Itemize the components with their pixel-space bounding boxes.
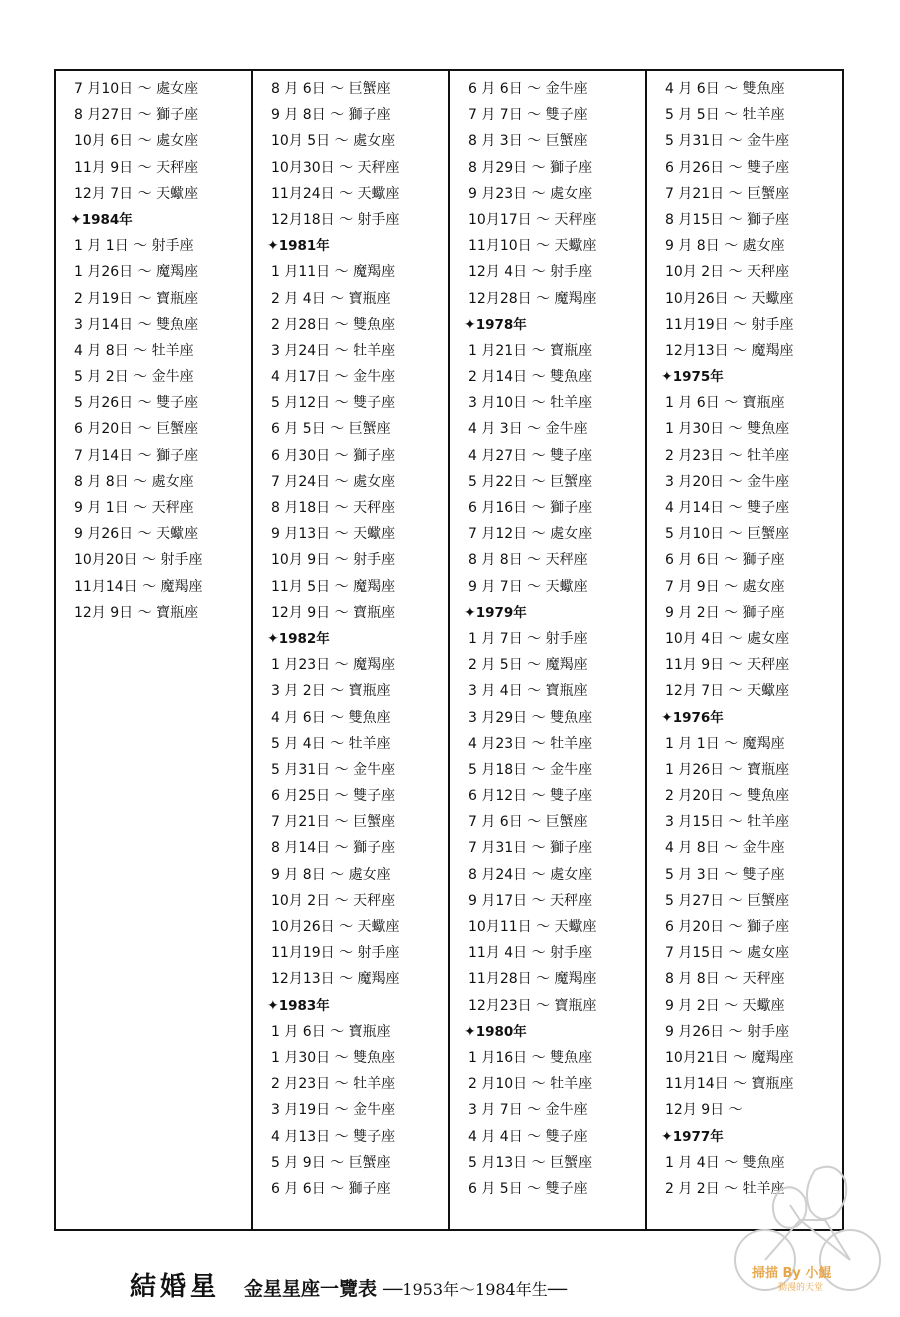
date-sign-entry: 1 月30日 ～ 雙魚座	[665, 421, 790, 438]
date-sign-entry: 5 月 9日 ～ 巨蟹座	[271, 1154, 391, 1171]
date-sign-entry: 10月30日 ～ 天秤座	[271, 159, 400, 176]
date-sign-entry: 11月24日 ～ 天蠍座	[271, 185, 400, 202]
date-sign-entry: 9 月23日 ～ 處女座	[468, 185, 593, 202]
date-sign-entry: 8 月15日 ～ 獅子座	[665, 211, 790, 228]
date-sign-entry: 11月19日 ～ 射手座	[271, 945, 400, 962]
date-sign-entry: 6 月 5日 ～ 巨蟹座	[271, 421, 391, 438]
date-sign-entry: 9 月 8日 ～ 處女座	[271, 866, 391, 883]
date-sign-entry: 6 月26日 ～ 雙子座	[665, 159, 790, 176]
date-sign-entry: 4 月 8日 ～ 牡羊座	[74, 342, 194, 359]
four-point-star-icon: ✦	[464, 604, 476, 621]
date-sign-entry: 7 月 6日 ～ 巨蟹座	[468, 814, 588, 831]
date-sign-entry: 4 月 6日 ～ 雙魚座	[271, 709, 391, 726]
page-footer	[130, 1266, 567, 1306]
date-sign-entry: 5 月18日 ～ 金牛座	[468, 761, 593, 778]
date-sign-entry: 11月 9日 ～ 天秤座	[665, 657, 790, 674]
date-sign-entry: 11月19日 ～ 射手座	[665, 316, 794, 333]
date-sign-entry: 8 月18日 ～ 天秤座	[271, 500, 396, 516]
date-sign-entry: 10月17日 ～ 天秤座	[468, 211, 597, 228]
date-sign-entry: 11月28日 ～ 魔羯座	[468, 971, 597, 988]
year-heading	[267, 233, 448, 259]
date-sign-entry: 4 月14日 ～ 雙子座	[665, 500, 790, 516]
date-sign-entry: 10月11日 ～ 天蠍座	[468, 919, 597, 935]
date-sign-entry: 5 月 3日 ～ 雙子座	[665, 866, 785, 883]
date-sign-entry: 2 月 2日 ～ 牡羊座	[665, 1180, 785, 1197]
four-point-star-icon: ✦	[661, 369, 673, 386]
four-point-star-icon: ✦	[267, 997, 279, 1014]
date-sign-entry: 8 月 8日 ～ 處女座	[74, 473, 194, 490]
date-sign-entry: 12月23日 ～ 寶瓶座	[468, 997, 597, 1014]
year-heading	[464, 312, 645, 338]
date-sign-entry: 10月 4日 ～ 處女座	[665, 630, 790, 647]
date-sign-entry: 10月 9日 ～ 射手座	[271, 552, 396, 569]
date-sign-entry: 5 月31日 ～ 金牛座	[271, 761, 396, 778]
date-sign-entry: 10月20日 ～ 射手座	[74, 552, 203, 569]
date-sign-entry: 3 月15日 ～ 牡羊座	[665, 814, 790, 831]
watermark-text: 掃描 By 小鯤	[752, 1266, 832, 1281]
watermark-subtext: 動漫的天堂	[778, 1283, 824, 1293]
footer-range: ──1953年～1984年生──	[383, 1280, 568, 1299]
date-sign-entry: 3 月 2日 ～ 寶瓶座	[271, 683, 391, 700]
date-sign-entry: 7 月21日 ～ 巨蟹座	[665, 185, 790, 202]
date-sign-entry: 5 月 4日 ～ 牡羊座	[271, 735, 391, 752]
date-sign-entry: 9 月 2日 ～ 獅子座	[665, 604, 785, 621]
date-sign-entry: 1 月 6日 ～ 寶瓶座	[271, 1023, 391, 1040]
year-label: 1980年	[475, 1023, 527, 1040]
date-sign-entry: 1 月21日 ～ 寶瓶座	[468, 342, 593, 359]
year-label: 1975年	[672, 369, 724, 386]
date-sign-entry: 10月 5日 ～ 處女座	[271, 133, 396, 150]
date-sign-entry: 6 月12日 ～ 雙子座	[468, 788, 593, 805]
date-sign-entry: 6 月25日 ～ 雙子座	[271, 788, 396, 805]
date-sign-entry: 8 月 8日 ～ 天秤座	[468, 552, 588, 569]
date-sign-entry: 4 月13日 ～ 雙子座	[271, 1128, 396, 1145]
date-sign-entry: 6 月20日 ～ 獅子座	[665, 919, 790, 935]
date-sign-entry: 2 月23日 ～ 牡羊座	[271, 1076, 396, 1093]
date-sign-entry: 3 月20日 ～ 金牛座	[665, 473, 790, 490]
venus-sign-table	[54, 69, 844, 1231]
date-sign-entry: 9 月17日 ～ 天秤座	[468, 892, 593, 909]
date-sign-entry: 3 月19日 ～ 金牛座	[271, 1102, 396, 1119]
date-sign-entry: 6 月16日 ～ 獅子座	[468, 500, 593, 516]
date-sign-entry: 1 月30日 ～ 雙魚座	[271, 1049, 396, 1066]
date-sign-entry: 3 月29日 ～ 雙魚座	[468, 709, 593, 726]
date-sign-entry: 5 月26日 ～ 雙子座	[74, 395, 199, 412]
date-sign-entry: 11月 9日 ～ 天秤座	[74, 159, 199, 176]
four-point-star-icon: ✦	[267, 630, 279, 647]
date-sign-entry: 2 月23日 ～ 牡羊座	[665, 447, 790, 464]
date-sign-entry: 1 月23日 ～ 魔羯座	[271, 657, 396, 674]
date-sign-entry: 3 月 7日 ～ 金牛座	[468, 1102, 588, 1119]
date-sign-entry: 7 月10日 ～ 處女座	[74, 81, 199, 97]
date-sign-entry: 5 月10日 ～ 巨蟹座	[665, 526, 790, 543]
date-sign-entry: 12月13日 ～ 魔羯座	[271, 971, 400, 988]
table-column	[450, 71, 647, 1229]
date-sign-entry: 7 月21日 ～ 巨蟹座	[271, 814, 396, 831]
date-sign-entry: 3 月10日 ～ 牡羊座	[468, 395, 593, 412]
four-point-star-icon: ✦	[464, 316, 476, 333]
date-sign-entry: 5 月22日 ～ 巨蟹座	[468, 473, 593, 490]
date-sign-entry: 10月26日 ～ 天蠍座	[665, 290, 794, 307]
date-sign-entry: 5 月 5日 ～ 牡羊座	[665, 107, 785, 124]
date-sign-entry: 5 月12日 ～ 雙子座	[271, 395, 396, 412]
year-heading	[267, 993, 448, 1019]
year-heading	[267, 626, 448, 652]
date-sign-entry: 8 月29日 ～ 獅子座	[468, 159, 593, 176]
four-point-star-icon: ✦	[661, 1128, 673, 1145]
date-sign-entry: 4 月 8日 ～ 金牛座	[665, 840, 785, 857]
year-label: 1978年	[475, 316, 527, 333]
date-sign-entry: 9 月 1日 ～ 天秤座	[74, 500, 194, 516]
year-label: 1976年	[672, 709, 724, 726]
date-sign-entry: 1 月 1日 ～ 魔羯座	[665, 735, 785, 752]
date-sign-entry: 11月10日 ～ 天蠍座	[468, 238, 597, 255]
date-sign-entry: 10月26日 ～ 天蠍座	[271, 919, 400, 935]
date-sign-entry: 1 月16日 ～ 雙魚座	[468, 1049, 593, 1066]
year-label: 1983年	[278, 997, 330, 1014]
footer-title: 金星星座一覽表	[244, 1278, 378, 1300]
date-sign-entry: 4 月17日 ～ 金牛座	[271, 369, 396, 386]
date-sign-entry: 1 月 7日 ～ 射手座	[468, 630, 588, 647]
date-sign-entry: 3 月24日 ～ 牡羊座	[271, 342, 396, 359]
date-sign-entry: 2 月 5日 ～ 魔羯座	[468, 657, 588, 674]
date-sign-entry: 2 月14日 ～ 雙魚座	[468, 369, 593, 386]
table-column	[647, 71, 842, 1229]
date-sign-entry: 5 月27日 ～ 巨蟹座	[665, 892, 790, 909]
date-sign-entry: 12月13日 ～ 魔羯座	[665, 342, 794, 359]
date-sign-entry: 9 月26日 ～ 天蠍座	[74, 526, 199, 543]
date-sign-entry: 8 月24日 ～ 處女座	[468, 866, 593, 883]
date-sign-entry: 6 月 6日 ～ 獅子座	[271, 1180, 391, 1197]
date-sign-entry: 3 月14日 ～ 雙魚座	[74, 316, 199, 333]
date-sign-entry: 8 月 8日 ～ 天秤座	[665, 971, 785, 988]
date-sign-entry: 11月14日 ～ 寶瓶座	[665, 1076, 794, 1093]
date-sign-entry: 1 月 4日 ～ 雙魚座	[665, 1154, 785, 1171]
date-sign-entry: 1 月 6日 ～ 寶瓶座	[665, 395, 785, 412]
date-sign-entry: 4 月 6日 ～ 雙魚座	[665, 81, 785, 97]
date-sign-entry: 12月 7日 ～ 天蠍座	[665, 683, 790, 700]
date-sign-entry: 1 月 1日 ～ 射手座	[74, 238, 194, 255]
year-label: 1982年	[278, 630, 330, 647]
four-point-star-icon: ✦	[464, 1023, 476, 1040]
date-sign-entry: 1 月26日 ～ 魔羯座	[74, 264, 199, 281]
four-point-star-icon: ✦	[70, 211, 82, 228]
date-sign-entry: 1 月11日 ～ 魔羯座	[271, 264, 396, 281]
year-heading	[464, 600, 645, 626]
date-sign-entry: 8 月14日 ～ 獅子座	[271, 840, 396, 857]
date-sign-entry: 2 月19日 ～ 寶瓶座	[74, 290, 199, 307]
date-sign-entry: 2 月28日 ～ 雙魚座	[271, 316, 396, 333]
table-column	[253, 71, 450, 1229]
date-sign-entry: 8 月 3日 ～ 巨蟹座	[468, 133, 588, 150]
year-heading	[661, 364, 842, 390]
date-sign-entry: 12月 9日 ～ 寶瓶座	[74, 604, 199, 621]
date-sign-entry: 2 月 4日 ～ 寶瓶座	[271, 290, 391, 307]
date-sign-entry: 7 月 7日 ～ 雙子座	[468, 107, 588, 124]
date-sign-entry: 12月 4日 ～ 射手座	[468, 264, 593, 281]
date-sign-entry: 10月 2日 ～ 天秤座	[271, 892, 396, 909]
date-sign-entry: 7 月14日 ～ 獅子座	[74, 447, 199, 464]
date-sign-entry: 9 月 2日 ～ 天蠍座	[665, 997, 785, 1014]
date-sign-entry: 10月21日 ～ 魔羯座	[665, 1049, 794, 1066]
year-heading	[464, 1019, 645, 1045]
four-point-star-icon: ✦	[267, 238, 279, 255]
date-sign-entry: 7 月12日 ～ 處女座	[468, 526, 593, 543]
date-sign-entry: 4 月 4日 ～ 雙子座	[468, 1128, 588, 1145]
date-sign-entry: 11月 4日 ～ 射手座	[468, 945, 593, 962]
year-label: 1981年	[278, 238, 330, 255]
four-point-star-icon: ✦	[661, 709, 673, 726]
date-sign-entry: 9 月 8日 ～ 處女座	[665, 238, 785, 255]
date-sign-entry: 5 月31日 ～ 金牛座	[665, 133, 790, 150]
date-sign-entry: 2 月20日 ～ 雙魚座	[665, 788, 790, 805]
date-sign-entry: 9 月 7日 ～ 天蠍座	[468, 578, 588, 595]
date-sign-entry: 11月14日 ～ 魔羯座	[74, 578, 203, 595]
year-label: 1979年	[475, 604, 527, 621]
date-sign-entry: 11月 5日 ～ 魔羯座	[271, 578, 396, 595]
date-sign-entry: 5 月13日 ～ 巨蟹座	[468, 1154, 593, 1171]
date-sign-entry: 10月 2日 ～ 天秤座	[665, 264, 790, 281]
date-sign-entry: 7 月31日 ～ 獅子座	[468, 840, 593, 857]
date-sign-entry: 8 月27日 ～ 獅子座	[74, 107, 199, 124]
date-sign-entry: 4 月23日 ～ 牡羊座	[468, 735, 593, 752]
date-sign-entry: 6 月20日 ～ 巨蟹座	[74, 421, 199, 438]
date-sign-entry: 9 月26日 ～ 射手座	[665, 1023, 790, 1040]
date-sign-entry: 2 月10日 ～ 牡羊座	[468, 1076, 593, 1093]
date-sign-entry: 4 月27日 ～ 雙子座	[468, 447, 593, 464]
date-sign-entry: 9 月13日 ～ 天蠍座	[271, 526, 396, 543]
date-sign-entry: 9 月 8日 ～ 獅子座	[271, 107, 391, 124]
date-sign-entry: 12月 9日 ～ 寶瓶座	[271, 604, 396, 621]
date-sign-entry: 6 月 6日 ～ 獅子座	[665, 552, 785, 569]
date-sign-entry: 5 月 2日 ～ 金牛座	[74, 369, 194, 386]
date-sign-entry: 4 月 3日 ～ 金牛座	[468, 421, 588, 438]
year-heading	[661, 1124, 842, 1150]
date-sign-entry: 12月 9日 ～	[665, 1102, 743, 1119]
date-sign-entry: 12月 7日 ～ 天蠍座	[74, 185, 199, 202]
year-heading	[661, 705, 842, 731]
date-sign-entry: 7 月15日 ～ 處女座	[665, 945, 790, 962]
year-label: 1977年	[672, 1128, 724, 1145]
footer-logo: 結婚星	[130, 1272, 221, 1302]
date-sign-entry: 7 月 9日 ～ 處女座	[665, 578, 785, 595]
date-sign-entry: 12月28日 ～ 魔羯座	[468, 290, 597, 307]
year-label: 1984年	[81, 211, 133, 228]
date-sign-entry: 1 月26日 ～ 寶瓶座	[665, 761, 790, 778]
year-heading	[70, 207, 251, 233]
date-sign-entry: 7 月24日 ～ 處女座	[271, 473, 396, 490]
date-sign-entry: 6 月30日 ～ 獅子座	[271, 447, 396, 464]
date-sign-entry: 3 月 4日 ～ 寶瓶座	[468, 683, 588, 700]
date-sign-entry: 8 月 6日 ～ 巨蟹座	[271, 81, 391, 97]
table-column	[56, 71, 253, 1229]
date-sign-entry: 12月18日 ～ 射手座	[271, 211, 400, 228]
date-sign-entry: 6 月 6日 ～ 金牛座	[468, 81, 588, 97]
date-sign-entry: 6 月 5日 ～ 雙子座	[468, 1180, 588, 1197]
date-sign-entry: 10月 6日 ～ 處女座	[74, 133, 199, 150]
